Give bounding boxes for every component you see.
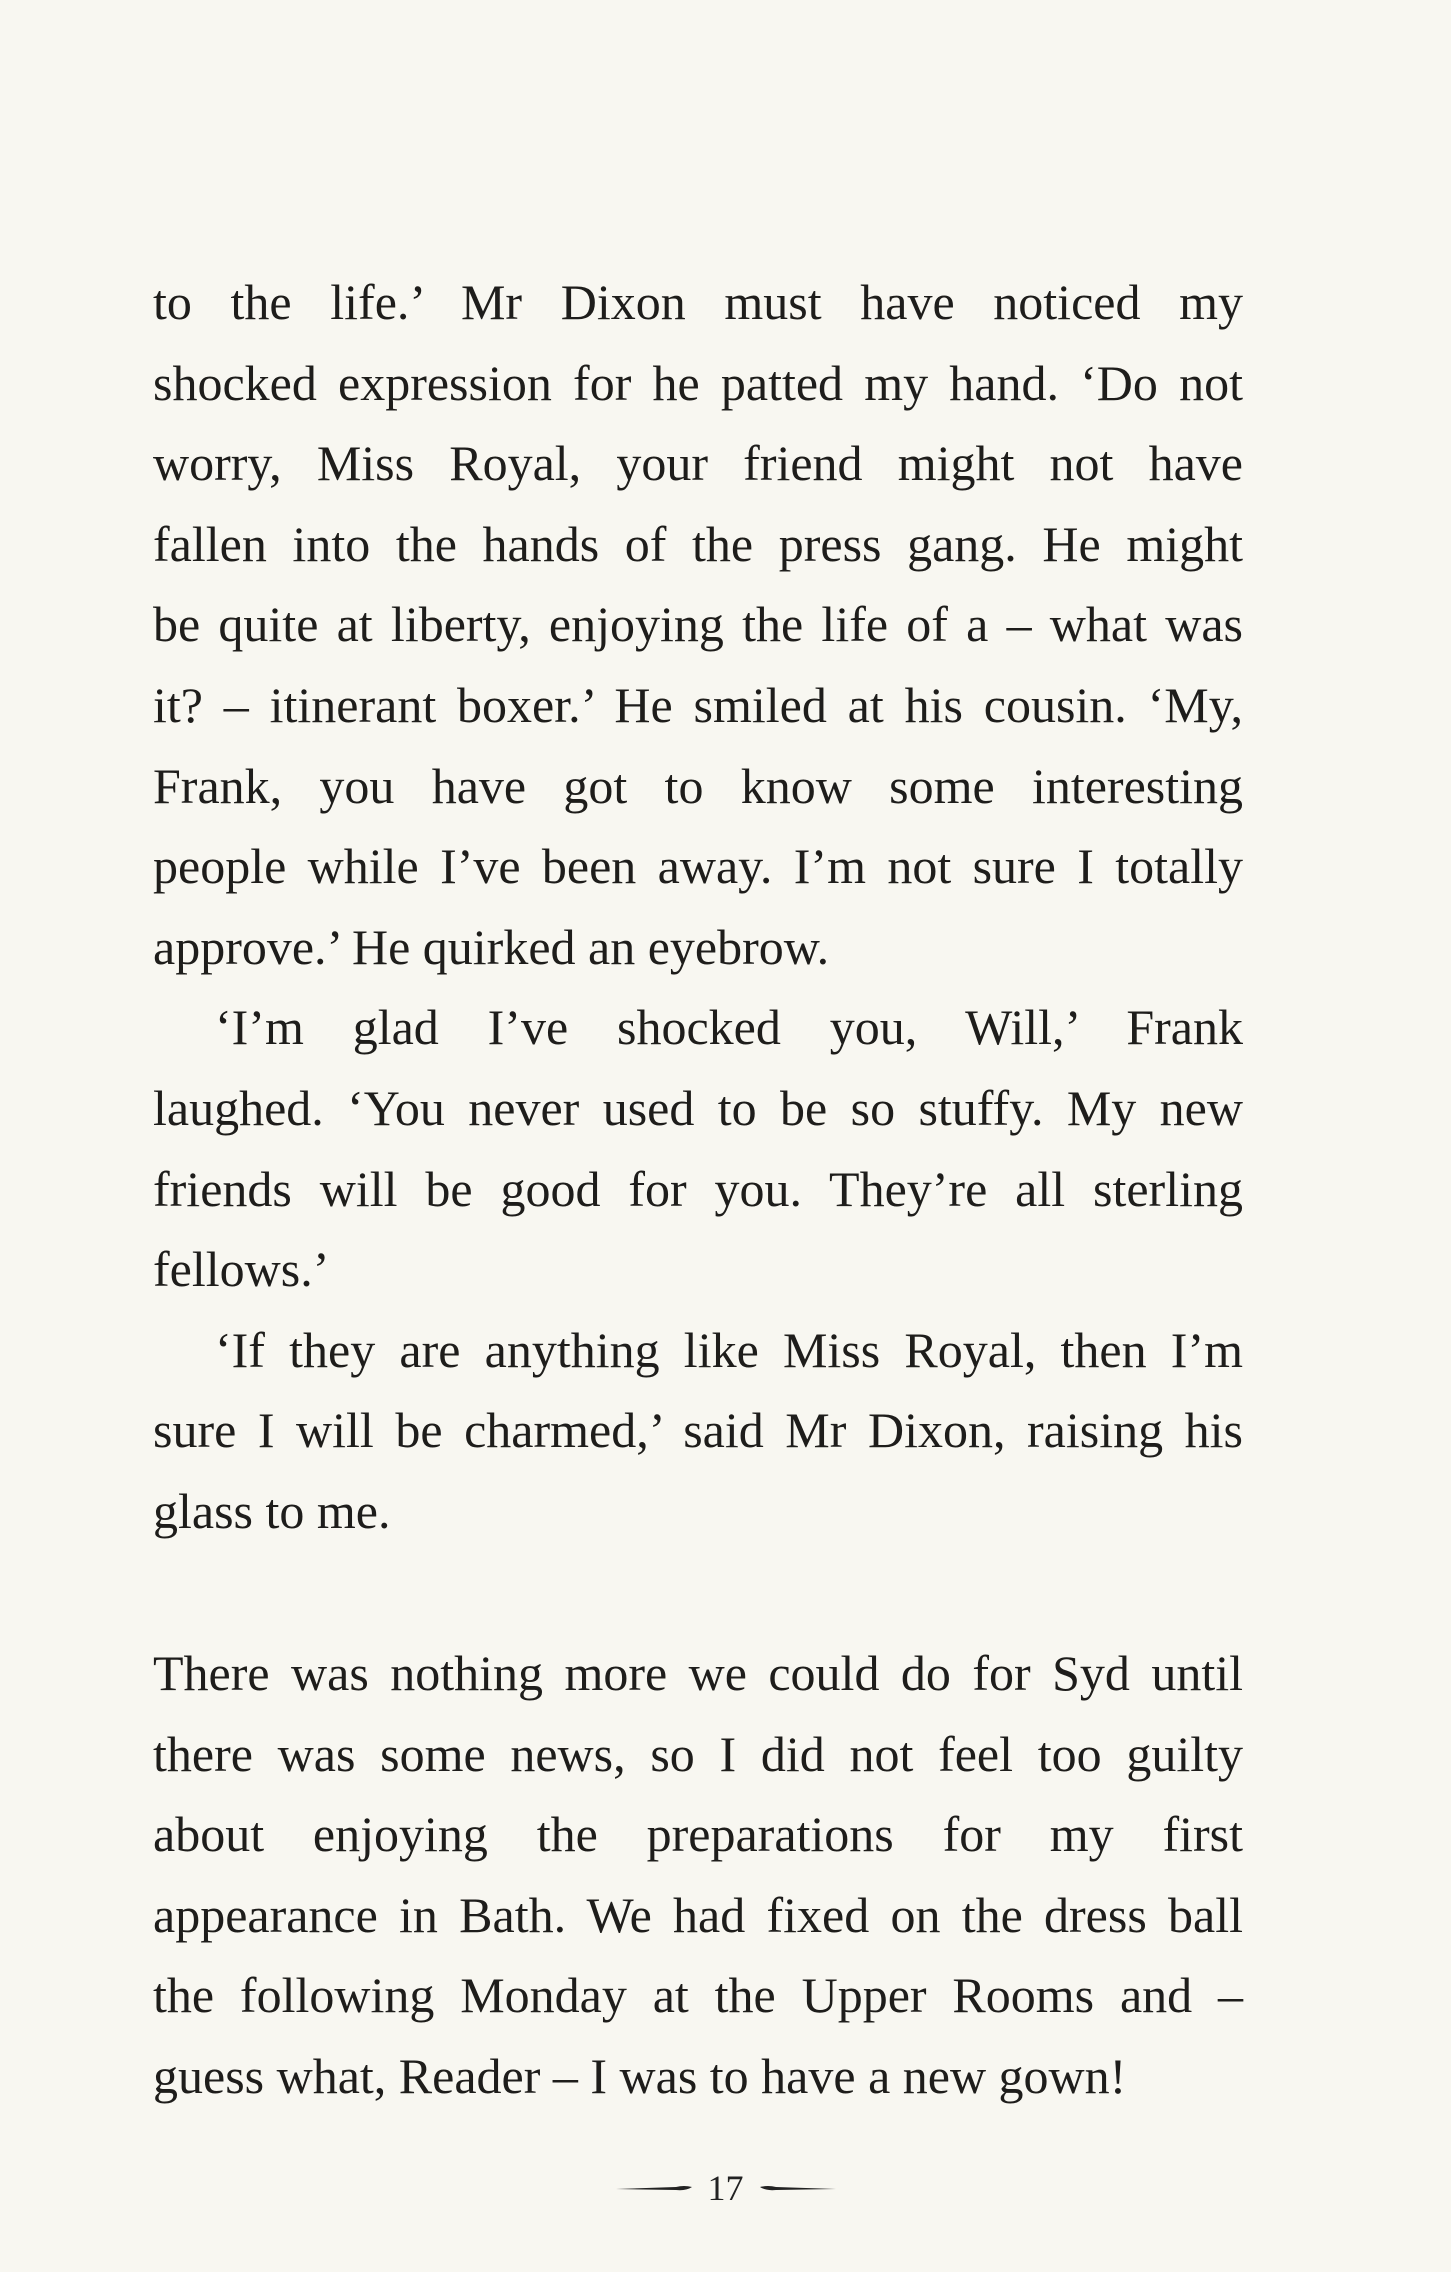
text-line: approve.’ He quirked an eyebrow. bbox=[153, 918, 830, 975]
text-line: the following Monday at the Upper Rooms and – bbox=[153, 1967, 1243, 2024]
page-footer bbox=[0, 2168, 1451, 2228]
left-flourish-icon bbox=[614, 2180, 694, 2196]
folio bbox=[614, 2168, 838, 2208]
text-line: Frank, you have got to know some interesting bbox=[153, 757, 1243, 814]
text-line: fellows.’ bbox=[153, 1241, 330, 1298]
text-line: glass to me. bbox=[153, 1482, 391, 1539]
text-line: there was some news, so I did not feel too guilty bbox=[153, 1725, 1243, 1782]
page-number: 17 bbox=[707, 2168, 744, 2208]
text-line: sure I will be charmed,’ said Mr Dixon, raising his bbox=[153, 1402, 1243, 1459]
text-line: There was nothing more we could do for Syd until bbox=[153, 1645, 1243, 1701]
text-line: appearance in Bath. We had fixed on the dress ball bbox=[153, 1886, 1243, 1943]
text-line: friends will be good for you. They’re all sterling bbox=[153, 1160, 1243, 1217]
text-line: people while I’ve been away. I’m not sure I totally bbox=[153, 838, 1243, 895]
text-line: be quite at liberty, enjoying the life of a – what was bbox=[153, 596, 1243, 653]
text-line: ‘If they are anything like Miss Royal, then I’m bbox=[215, 1321, 1243, 1378]
body-text-section-1 bbox=[153, 262, 1243, 1552]
text-line: it? – itinerant boxer.’ He smiled at his cousin. ‘My, bbox=[153, 676, 1243, 733]
right-flourish-icon bbox=[758, 2180, 838, 2196]
text-line: fallen into the hands of the press gang. He might bbox=[153, 515, 1243, 572]
text-line: ‘I’m glad I’ve shocked you, Will,’ Frank bbox=[215, 999, 1243, 1056]
text-line: worry, Miss Royal, your friend might not have bbox=[153, 435, 1243, 492]
text-line: laughed. ‘You never used to be so stuffy. My new bbox=[153, 1079, 1243, 1136]
body-text-section-2 bbox=[153, 1633, 1243, 2117]
text-line: guess what, Reader – I was to have a new gown! bbox=[153, 2047, 1127, 2104]
text-line: about enjoying the preparations for my first bbox=[153, 1806, 1243, 1863]
text-line: shocked expression for he patted my hand. ‘Do not bbox=[153, 354, 1243, 411]
text-line: to the life.’ Mr Dixon must have noticed my bbox=[153, 274, 1243, 330]
